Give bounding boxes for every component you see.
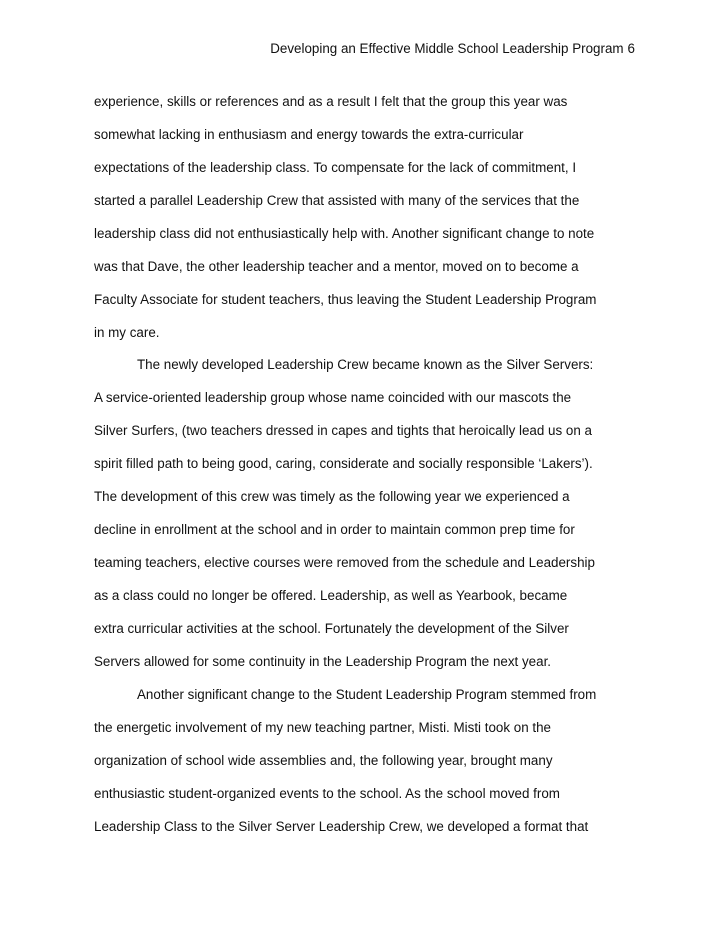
text-line: Faculty Associate for student teachers, thus leaving the Student Leadership Program [94, 292, 597, 307]
page-number: 6 [627, 41, 635, 56]
text-line: organization of school wide assemblies and, the following year, brought many [94, 753, 553, 768]
text-line: spirit filled path to being good, caring, considerate and socially responsible ‘Lakers’). [94, 456, 593, 471]
text-line: in my care. [94, 325, 160, 340]
text-line: extra curricular activities at the school. Fortunately the development of the Silver [94, 621, 569, 636]
text-line: somewhat lacking in enthusiasm and energy towards the extra-curricular [94, 127, 524, 142]
text-line: decline in enrollment at the school and in order to maintain common prep time for [94, 522, 575, 537]
text-line: enthusiastic student-organized events to the school. As the school moved from [94, 786, 560, 801]
running-head [270, 40, 635, 58]
text-line: started a parallel Leadership Crew that assisted with many of the services that the [94, 193, 580, 208]
text-line: the energetic involvement of my new teaching partner, Misti. Misti took on the [94, 720, 551, 735]
text-line: experience, skills or references and as a result I felt that the group this year was [94, 94, 568, 109]
text-line: was that Dave, the other leadership teacher and a mentor, moved on to become a [94, 259, 579, 274]
text-line: teaming teachers, elective courses were removed from the schedule and Leadership [94, 555, 595, 570]
text-line: as a class could no longer be offered. Leadership, as well as Yearbook, became [94, 588, 568, 603]
text-line: Servers allowed for some continuity in the Leadership Program the next year. [94, 654, 552, 669]
text-line: The development of this crew was timely as the following year we experienced a [94, 489, 570, 504]
running-title: Developing an Effective Middle School Leadership Program [270, 41, 624, 56]
text-line: Leadership Class to the Silver Server Leadership Crew, we developed a format that [94, 819, 589, 834]
text-line: Silver Surfers, (two teachers dressed in capes and tights that heroically lead us on a [94, 423, 592, 438]
paragraph-first-line: The newly developed Leadership Crew became known as the Silver Servers: [137, 357, 594, 372]
text-line: leadership class did not enthusiastically help with. Another significant change to note [94, 226, 595, 241]
text-line: A service-oriented leadership group whose name coincided with our mascots the [94, 390, 572, 405]
text-line: expectations of the leadership class. To compensate for the lack of commitment, I [94, 160, 577, 175]
paragraph-first-line: Another significant change to the Student Leadership Program stemmed from [137, 687, 597, 702]
